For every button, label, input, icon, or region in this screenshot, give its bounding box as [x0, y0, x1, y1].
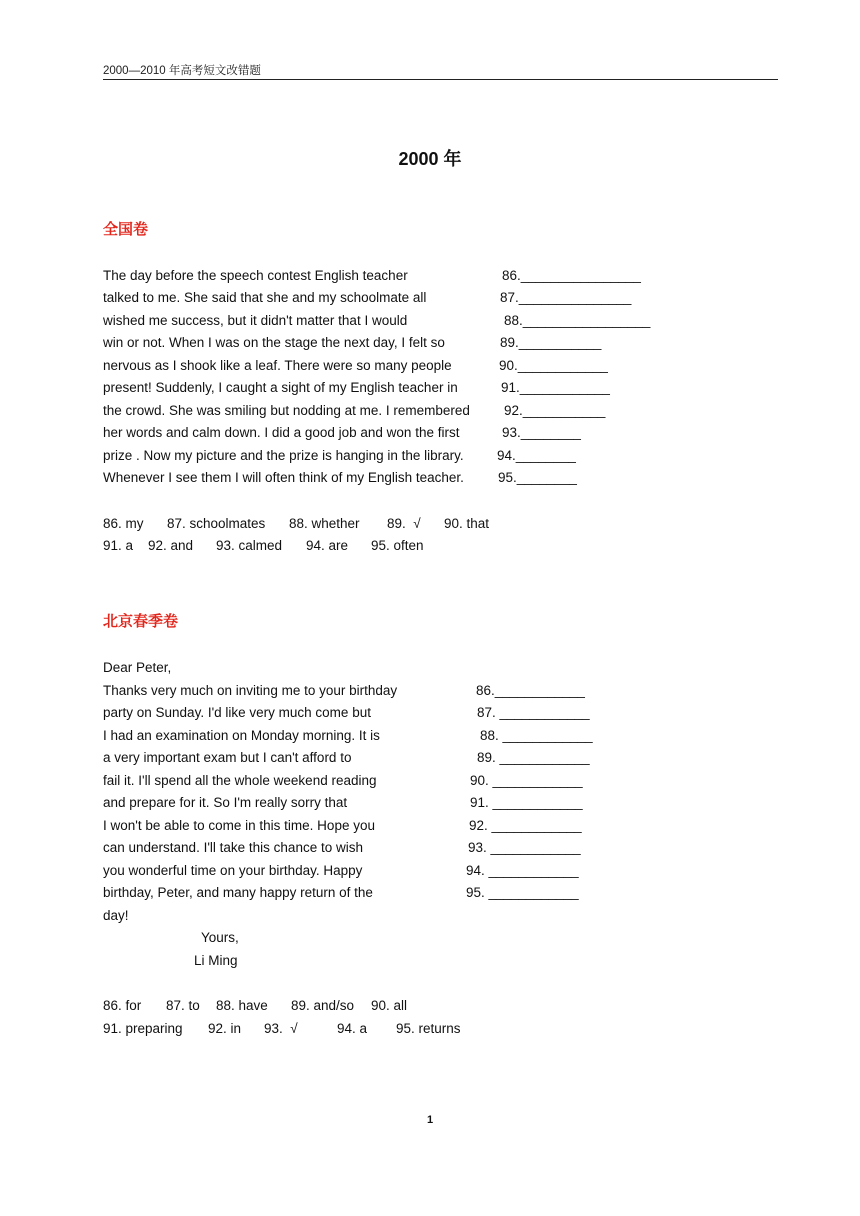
page-number: 1 — [426, 1114, 434, 1126]
letter-closing: Yours, — [201, 930, 239, 945]
answer-key-item: 90. all — [371, 998, 408, 1013]
answer-key-item: 89. and/so — [291, 998, 355, 1013]
answer-key-item: 91. preparing — [103, 1021, 183, 1036]
answer-key-item: 93. √ — [264, 1021, 298, 1036]
section-heading-national: 全国卷 — [103, 221, 149, 238]
answer-key-item: 90. that — [444, 516, 490, 531]
header-divider — [103, 79, 778, 80]
answer-blank: 93. ____________ — [468, 840, 581, 855]
answer-blank: 91. ____________ — [470, 795, 583, 810]
section-heading-beijing-spring: 北京春季卷 — [103, 613, 179, 630]
answer-key-item: 88. have — [216, 998, 268, 1013]
passage-line: the crowd. She was smiling but nodding at me. I remembered — [103, 403, 470, 418]
page-title: 2000 年 — [398, 149, 462, 169]
passage-line: present! Suddenly, I caught a sight of my English teacher in — [103, 380, 458, 395]
answer-blank: 90. ____________ — [470, 773, 583, 788]
letter-signature: Li Ming — [194, 953, 238, 968]
answer-key-item: 94. a — [337, 1021, 368, 1036]
answer-blank: 89. ____________ — [477, 750, 590, 765]
answer-blank: 90.____________ — [499, 358, 608, 373]
answer-blank: 93.________ — [502, 425, 581, 440]
answer-blank: 87._______________ — [500, 290, 632, 305]
answer-key-item: 93. calmed — [216, 538, 283, 553]
passage-line: prize . Now my picture and the prize is hanging in the library. — [103, 448, 464, 463]
answer-blank: 88._________________ — [504, 313, 651, 328]
answer-key-item: 92. in — [208, 1021, 242, 1036]
answer-key-item: 86. my — [103, 516, 144, 531]
answer-key-item: 87. to — [166, 998, 200, 1013]
answer-blank: 88. ____________ — [480, 728, 593, 743]
answer-key-item: 92. and — [148, 538, 194, 553]
answer-key-item: 88. whether — [289, 516, 360, 531]
answer-blank: 91.____________ — [501, 380, 610, 395]
answer-key-item: 87. schoolmates — [167, 516, 266, 531]
letter-greeting: Dear Peter, — [103, 660, 172, 675]
answer-key-item: 91. a — [103, 538, 134, 553]
page-header: 2000—2010 年高考短文改错题 — [103, 65, 261, 77]
passage-line: her words and calm down. I did a good job and won the first — [103, 425, 460, 440]
answer-blank: 86.____________ — [476, 683, 585, 698]
answer-blank: 95.________ — [498, 470, 577, 485]
answer-blank: 94. ____________ — [466, 863, 579, 878]
passage-line: I had an examination on Monday morning. It is — [103, 728, 380, 743]
passage-line: a very important exam but I can't afford to — [103, 750, 352, 765]
answer-blank: 92. ____________ — [469, 818, 582, 833]
passage-line: talked to me. She said that she and my schoolmate all — [103, 290, 427, 305]
answer-key-item: 95. often — [371, 538, 424, 553]
answer-blank: 86.________________ — [502, 268, 641, 283]
answer-blank: 92.___________ — [504, 403, 606, 418]
passage-line: nervous as I shook like a leaf. There were so many people — [103, 358, 452, 373]
passage-line: wished me success, but it didn't matter that I would — [103, 313, 408, 328]
answer-key-item: 94. are — [306, 538, 349, 553]
answer-key-item: 89. √ — [387, 516, 421, 531]
passage-line: win or not. When I was on the stage the next day, I felt so — [103, 335, 445, 350]
answer-blank: 95. ____________ — [466, 885, 579, 900]
passage-line: can understand. I'll take this chance to wish — [103, 840, 363, 855]
passage-line: birthday, Peter, and many happy return of the — [103, 885, 373, 900]
passage-line: I won't be able to come in this time. Hope you — [103, 818, 375, 833]
answer-blank: 94.________ — [497, 448, 576, 463]
passage-line: fail it. I'll spend all the whole weekend reading — [103, 773, 377, 788]
passage-line: party on Sunday. I'd like very much come but — [103, 705, 371, 720]
passage-line: Whenever I see them I will often think of my English teacher. — [103, 470, 464, 485]
passage-line: and prepare for it. So I'm really sorry that — [103, 795, 348, 810]
answer-blank: 87. ____________ — [477, 705, 590, 720]
passage-line: The day before the speech contest English teacher — [103, 268, 408, 283]
answer-blank: 89.___________ — [500, 335, 602, 350]
passage-line: day! — [103, 908, 129, 923]
passage-line: you wonderful time on your birthday. Happy — [103, 863, 363, 878]
answer-key-item: 86. for — [103, 998, 142, 1013]
answer-key-item: 95. returns — [396, 1021, 461, 1036]
passage-line: Thanks very much on inviting me to your birthday — [103, 683, 398, 698]
